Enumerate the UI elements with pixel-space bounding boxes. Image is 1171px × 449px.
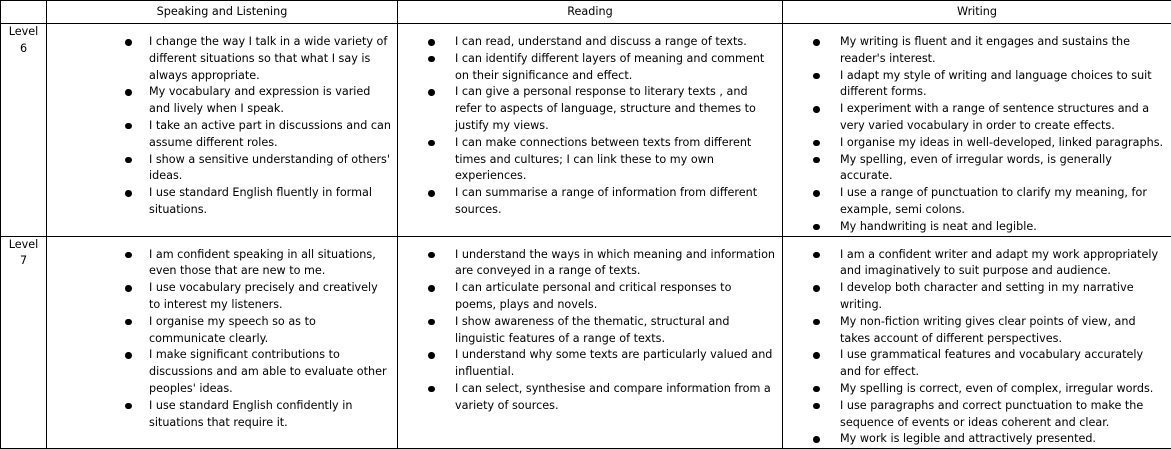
speaking-list <box>47 237 397 432</box>
list-item: I can select, synthesise and compare information from a variety of sources. <box>398 381 776 415</box>
list-item: My writing is fluent and it engages and sustains the reader's interest. <box>783 34 1165 68</box>
list-item: I use standard English fluently in formal situations. <box>47 185 391 219</box>
list-item: I understand why some texts are particularly valued and influential. <box>398 347 776 381</box>
header-row <box>1 1 1171 24</box>
list-item: I can make connections between texts from different times and cultures; I can link these to my own experiences. <box>398 135 776 185</box>
speaking-list <box>47 24 397 219</box>
list-item: My handwriting is neat and legible. <box>783 219 1165 236</box>
level-label: Level <box>1 237 46 254</box>
list-item: I can identify different layers of meaning and comment on their significance and effect. <box>398 51 776 85</box>
list-item: I use paragraphs and correct punctuation to make the sequence of events or ideas coherent and clear. <box>783 398 1165 432</box>
list-item: I can summarise a range of information from different sources. <box>398 185 776 219</box>
list-item: I am a confident writer and adapt my work appropriately and imaginatively to suit purpose and audience. <box>783 247 1165 281</box>
list-item: I use a range of punctuation to clarify my meaning, for example, semi colons. <box>783 185 1165 219</box>
list-item: I experiment with a range of sentence structures and a very varied vocabulary in order to create effects. <box>783 101 1165 135</box>
table-row <box>1 24 1171 237</box>
list-item: I show a sensitive understanding of others' ideas. <box>47 152 391 186</box>
header-level <box>1 1 47 24</box>
speaking-cell <box>47 236 398 449</box>
writing-cell <box>783 24 1171 237</box>
level-number: 6 <box>1 41 46 58</box>
header-writing: Writing <box>783 1 1171 24</box>
reading-list <box>398 24 782 219</box>
reading-cell <box>398 24 783 237</box>
writing-list <box>783 24 1171 236</box>
list-item: My vocabulary and expression is varied and lively when I speak. <box>47 84 391 118</box>
reading-cell <box>398 236 783 449</box>
list-item: I use standard English confidently in situations that require it. <box>47 398 391 432</box>
list-item: I can articulate personal and critical responses to poems, plays and novels. <box>398 280 776 314</box>
list-item: I show awareness of the thematic, structural and linguistic features of a range of texts. <box>398 314 776 348</box>
list-item: My spelling is correct, even of complex, irregular words. <box>783 381 1165 398</box>
level-cell <box>1 236 47 449</box>
level-label: Level <box>1 24 46 41</box>
writing-list <box>783 237 1171 449</box>
list-item: I take an active part in discussions and can assume different roles. <box>47 118 391 152</box>
list-item: I develop both character and setting in my narrative writing. <box>783 280 1165 314</box>
list-item: I make significant contributions to discussions and am able to evaluate other peoples' ideas. <box>47 347 391 397</box>
list-item: I use vocabulary precisely and creatively to interest my listeners. <box>47 280 391 314</box>
list-item: I use grammatical features and vocabulary accurately and for effect. <box>783 347 1165 381</box>
writing-cell <box>783 236 1171 449</box>
header-speaking-listening: Speaking and Listening <box>47 1 398 24</box>
list-item: My spelling, even of irregular words, is generally accurate. <box>783 152 1165 186</box>
list-item: I can give a personal response to literary texts , and refer to aspects of language, structure and themes to justify my views. <box>398 84 776 134</box>
reading-list <box>398 237 782 415</box>
table-row <box>1 236 1171 449</box>
list-item: I organise my ideas in well-developed, linked paragraphs. <box>783 135 1165 152</box>
list-item: I am confident speaking in all situations, even those that are new to me. <box>47 247 391 281</box>
list-item: I can read, understand and discuss a range of texts. <box>398 34 776 51</box>
list-item: My non-fiction writing gives clear points of view, and takes account of different perspectives. <box>783 314 1165 348</box>
level-cell <box>1 24 47 237</box>
list-item: My work is legible and attractively presented. <box>783 431 1165 448</box>
list-item: I adapt my style of writing and language choices to suit different forms. <box>783 68 1165 102</box>
header-reading: Reading <box>398 1 783 24</box>
list-item: I understand the ways in which meaning and information are conveyed in a range of texts. <box>398 247 776 281</box>
level-number: 7 <box>1 253 46 270</box>
list-item: I organise my speech so as to communicate clearly. <box>47 314 391 348</box>
list-item: I change the way I talk in a wide variety of different situations so that what I say is always appropriate. <box>47 34 391 84</box>
speaking-cell <box>47 24 398 237</box>
